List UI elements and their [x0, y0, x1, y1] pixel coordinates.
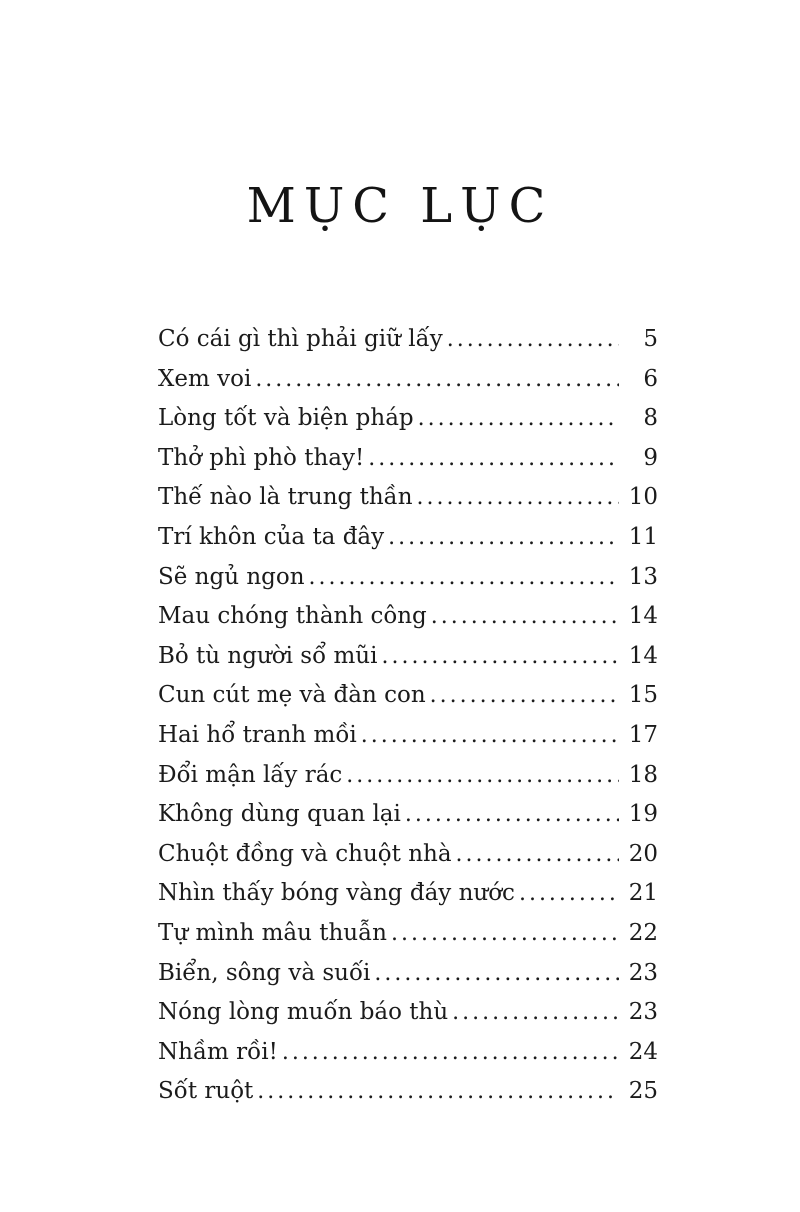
toc-entry: [158, 360, 658, 400]
dotted-leader: [361, 716, 619, 756]
toc-entry: [158, 874, 658, 914]
toc-entry: [158, 1072, 658, 1112]
dotted-leader: [388, 518, 619, 558]
dotted-leader: [417, 478, 619, 518]
dotted-leader: [346, 756, 619, 796]
toc-entry-title: Nóng lòng muốn báo thù: [158, 999, 449, 1026]
toc-entry: [158, 993, 658, 1033]
toc-entry: [158, 954, 658, 994]
toc-entry-page: 20: [628, 840, 658, 867]
dotted-leader: [456, 835, 619, 875]
toc-entry-title: Chuột đồng và chuột nhà: [158, 840, 452, 867]
toc-entry-page: 5: [643, 326, 658, 352]
toc-entry-title: Sẽ ngủ ngon: [158, 563, 305, 590]
dotted-leader: [255, 360, 619, 400]
dotted-leader: [452, 993, 619, 1033]
toc-entry-page: 8: [643, 405, 658, 432]
page-title: MỤC LỤC: [246, 178, 554, 234]
toc-entry-title: Hai hổ tranh mồi: [158, 721, 357, 748]
dotted-leader: [309, 558, 619, 598]
toc-entry-title: Thở phì phò thay!: [158, 444, 365, 471]
toc-entry: [158, 597, 658, 637]
dotted-leader: [368, 439, 619, 479]
toc-entry: [158, 676, 658, 716]
dotted-leader: [519, 874, 619, 914]
dotted-leader: [405, 795, 619, 835]
toc-entry-page: 23: [628, 999, 658, 1026]
toc-entry-title: Xem voi: [158, 365, 252, 392]
toc-entry-page: 21: [628, 880, 658, 907]
toc-entry: [158, 399, 658, 439]
toc-list: [158, 320, 658, 1112]
toc-entry-page: 11: [628, 523, 658, 550]
toc-entry-page: 14: [628, 642, 658, 669]
toc-entry: [158, 835, 658, 875]
toc-entry: [158, 478, 658, 518]
dotted-leader: [282, 1033, 619, 1073]
dotted-leader: [431, 597, 619, 637]
toc-entry-title: Có cái gì thì phải giữ lấy: [158, 326, 443, 352]
toc-entry-page: 6: [643, 365, 658, 392]
toc-entry: [158, 558, 658, 598]
toc-entry-page: 15: [628, 682, 658, 709]
toc-entry-title: Nhầm rồi!: [158, 1038, 278, 1065]
dotted-leader: [257, 1072, 619, 1112]
toc-entry-title: Tự mình mâu thuẫn: [158, 919, 387, 946]
dotted-leader: [447, 320, 619, 360]
toc-entry-page: 19: [628, 801, 658, 828]
toc-entry: [158, 1033, 658, 1073]
toc-entry-page: 25: [628, 1078, 658, 1105]
toc-entry-title: Đổi mận lấy rác: [158, 761, 343, 788]
toc-entry-title: Sốt ruột: [158, 1078, 254, 1105]
toc-entry-page: 24: [628, 1038, 658, 1065]
toc-entry-page: 18: [628, 761, 658, 788]
toc-entry-page: 13: [628, 563, 658, 590]
toc-entry: [158, 756, 658, 796]
toc-entry: [158, 320, 658, 360]
toc-entry-title: Trí khôn của ta đây: [158, 523, 385, 550]
toc-entry-title: Nhìn thấy bóng vàng đáy nước: [158, 880, 515, 907]
toc-entry-title: Bỏ tù người sổ mũi: [158, 642, 378, 669]
toc-entry-title: Mau chóng thành công: [158, 603, 427, 630]
toc-entry: [158, 795, 658, 835]
toc-entry-page: 17: [628, 721, 658, 748]
toc-entry: [158, 439, 658, 479]
toc-entry-page: 14: [628, 603, 658, 630]
toc-entry-title: Thế nào là trung thần: [158, 484, 413, 511]
toc-entry-title: Lòng tốt và biện pháp: [158, 405, 414, 432]
toc-entry: [158, 716, 658, 756]
dotted-leader: [374, 954, 619, 994]
toc-entry-page: 10: [628, 484, 658, 511]
toc-entry-page: 9: [643, 444, 658, 471]
toc-entry-title: Biển, sông và suối: [158, 959, 371, 986]
toc-entry-title: Không dùng quan lại: [158, 801, 401, 828]
dotted-leader: [391, 914, 619, 954]
toc-entry-page: 22: [628, 919, 658, 946]
toc-entry: [158, 637, 658, 677]
toc-entry-page: 23: [628, 959, 658, 986]
toc-entry: [158, 518, 658, 558]
toc-entry: [158, 914, 658, 954]
dotted-leader: [381, 637, 619, 677]
dotted-leader: [430, 676, 619, 716]
dotted-leader: [418, 399, 619, 439]
toc-entry-title: Cun cút mẹ và đàn con: [158, 682, 426, 709]
